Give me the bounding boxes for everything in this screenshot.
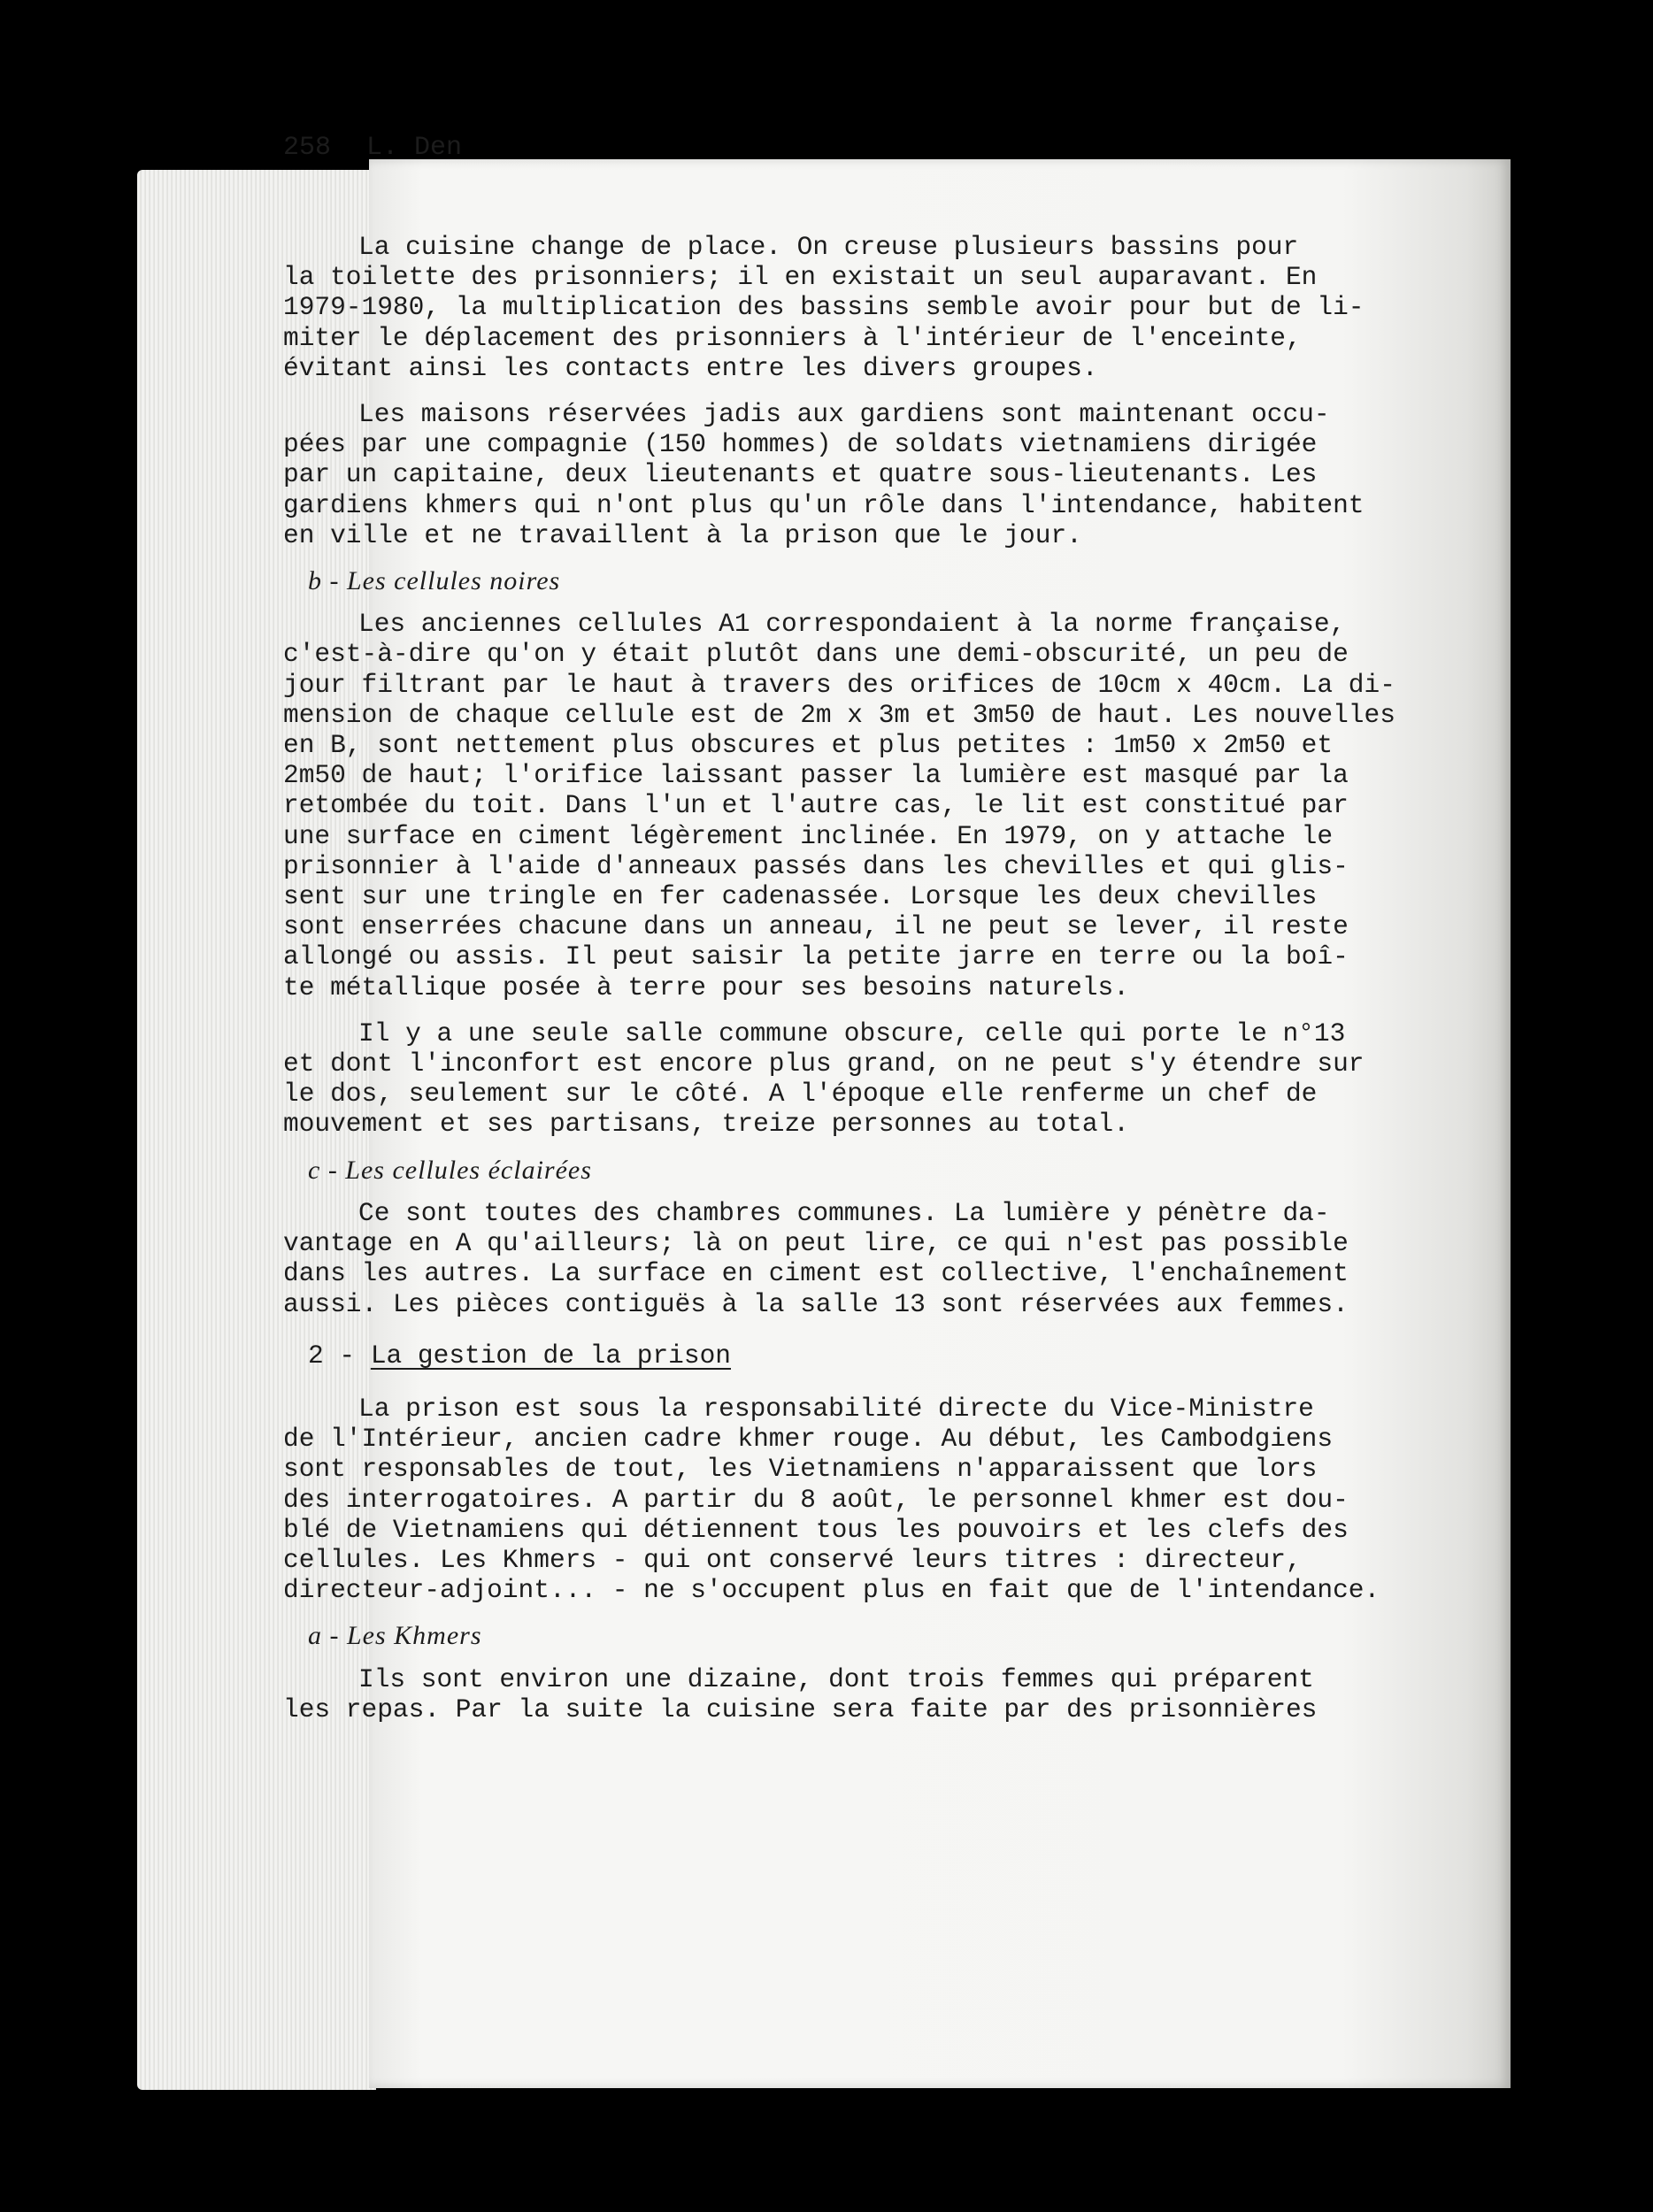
- text-line: La prison est sous la responsabilité directe du Vice-Ministre: [358, 1393, 1314, 1424]
- text-line: 2m50 de haut; l'orifice laissant passer la lumière est masqué par la: [283, 760, 1349, 791]
- running-header: [283, 133, 462, 163]
- body-text: [283, 232, 1451, 1740]
- text-line: vantage en A qu'ailleurs; là on peut lire, ce qui n'est pas possible: [283, 1228, 1349, 1259]
- text-line: gardiens khmers qui n'ont plus qu'un rôle dans l'intendance, habitent: [283, 489, 1365, 520]
- text-line: les repas. Par la suite la cuisine sera faite par des prisonnières: [283, 1694, 1318, 1724]
- paragraph: [283, 1198, 1451, 1319]
- paragraph-group-2: [283, 1394, 1451, 1605]
- subsection-heading-b: b - Les cellules noires: [308, 566, 561, 596]
- text-line: de l'Intérieur, ancien cadre khmer rouge. Au début, les Cambodgiens: [283, 1424, 1334, 1455]
- text-line: sent sur une tringle en fer cadenassée. Lorsque les deux chevilles: [283, 881, 1318, 912]
- text-line: Il y a une seule salle commune obscure, celle qui porte le n°13: [358, 1018, 1346, 1048]
- section-heading-2: [283, 1340, 1451, 1371]
- section-number: 2 -: [308, 1340, 371, 1371]
- text-line: miter le déplacement des prisonniers à l'intérieur de l'enceinte,: [283, 322, 1302, 353]
- paragraph: [283, 399, 1451, 550]
- paragraph-group-b: [283, 609, 1451, 1139]
- paragraph: [283, 232, 1451, 383]
- text-line: en B, sont nettement plus obscures et plus petites : 1m50 x 2m50 et: [283, 730, 1334, 761]
- subsection-heading-a: a - Les Khmers: [308, 1621, 482, 1651]
- paragraph-group-intro: [283, 232, 1451, 550]
- subsection-heading-c: c - Les cellules éclairées: [308, 1155, 592, 1185]
- text-line: mouvement et ses partisans, treize personnes au total.: [283, 1109, 1129, 1140]
- text-line: sont responsables de tout, les Vietnamiens n'apparaissent que lors: [283, 1454, 1318, 1485]
- text-line: en ville et ne travaillent à la prison que le jour.: [283, 519, 1082, 550]
- text-line: Les maisons réservées jadis aux gardiens sont maintenant occu-: [358, 399, 1330, 430]
- author-name: L. Den: [366, 133, 463, 163]
- text-line: retombée du toit. Dans l'un et l'autre cas, le lit est constitué par: [283, 790, 1349, 821]
- section-title: La gestion de la prison: [370, 1340, 731, 1371]
- text-line: blé de Vietnamiens qui détiennent tous les pouvoirs et les clefs des: [283, 1514, 1349, 1545]
- paragraph-group-c: [283, 1198, 1451, 1319]
- text-line: des interrogatoires. A partir du 8 août, le personnel khmer est dou-: [283, 1484, 1349, 1515]
- paragraph: [283, 1018, 1451, 1140]
- text-line: pées par une compagnie (150 hommes) de soldats vietnamiens dirigée: [283, 429, 1318, 460]
- text-line: dans les autres. La surface en ciment est collective, l'enchaînement: [283, 1258, 1349, 1289]
- paragraph: [283, 1664, 1451, 1724]
- text-line: la toilette des prisonniers; il en existait un seul auparavant. En: [283, 262, 1318, 293]
- text-line: cellules. Les Khmers - qui ont conservé leurs titres : directeur,: [283, 1544, 1302, 1575]
- page-number: 258: [283, 133, 332, 163]
- text-line: le dos, seulement sur le côté. A l'époque elle renferme un chef de: [283, 1079, 1318, 1110]
- text-line: La cuisine change de place. On creuse plusieurs bassins pour: [358, 232, 1299, 262]
- text-line: évitant ainsi les contacts entre les divers groupes.: [283, 352, 1098, 383]
- text-line: une surface en ciment légèrement inclinée. En 1979, on y attache le: [283, 820, 1334, 851]
- text-line: mension de chaque cellule est de 2m x 3m et 3m50 de haut. Les nouvelles: [283, 699, 1395, 730]
- text-line: aussi. Les pièces contiguës à la salle 13 sont réservées aux femmes.: [283, 1288, 1349, 1319]
- text-line: Ce sont toutes des chambres communes. La lumière y pénètre da-: [358, 1197, 1330, 1228]
- paragraph: [283, 609, 1451, 1002]
- text-line: allongé ou assis. Il peut saisir la petite jarre en terre ou la boî-: [283, 941, 1349, 972]
- text-line: Les anciennes cellules A1 correspondaient à la norme française,: [358, 609, 1346, 640]
- text-line: par un capitaine, deux lieutenants et quatre sous-lieutenants. Les: [283, 459, 1318, 490]
- text-line: c'est-à-dire qu'on y était plutôt dans une demi-obscurité, un peu de: [283, 639, 1349, 670]
- paragraph: [283, 1394, 1451, 1605]
- text-line: te métallique posée à terre pour ses besoins naturels.: [283, 972, 1129, 1002]
- text-line: prisonnier à l'aide d'anneaux passés dans les chevilles et qui glis-: [283, 850, 1349, 881]
- paragraph-group-a: [283, 1664, 1451, 1724]
- text-line: et dont l'inconfort est encore plus grand, on ne peut s'y étendre sur: [283, 1048, 1365, 1079]
- text-line: sont enserrées chacune dans un anneau, il ne peut se lever, il reste: [283, 911, 1349, 942]
- text-line: jour filtrant par le haut à travers des orifices de 10cm x 40cm. La di-: [283, 669, 1395, 700]
- text-line: 1979-1980, la multiplication des bassins semble avoir pour but de li-: [283, 292, 1365, 323]
- text-line: Ils sont environ une dizaine, dont trois femmes qui préparent: [358, 1663, 1314, 1694]
- text-line: directeur-adjoint... - ne s'occupent plus en fait que de l'intendance.: [283, 1575, 1380, 1606]
